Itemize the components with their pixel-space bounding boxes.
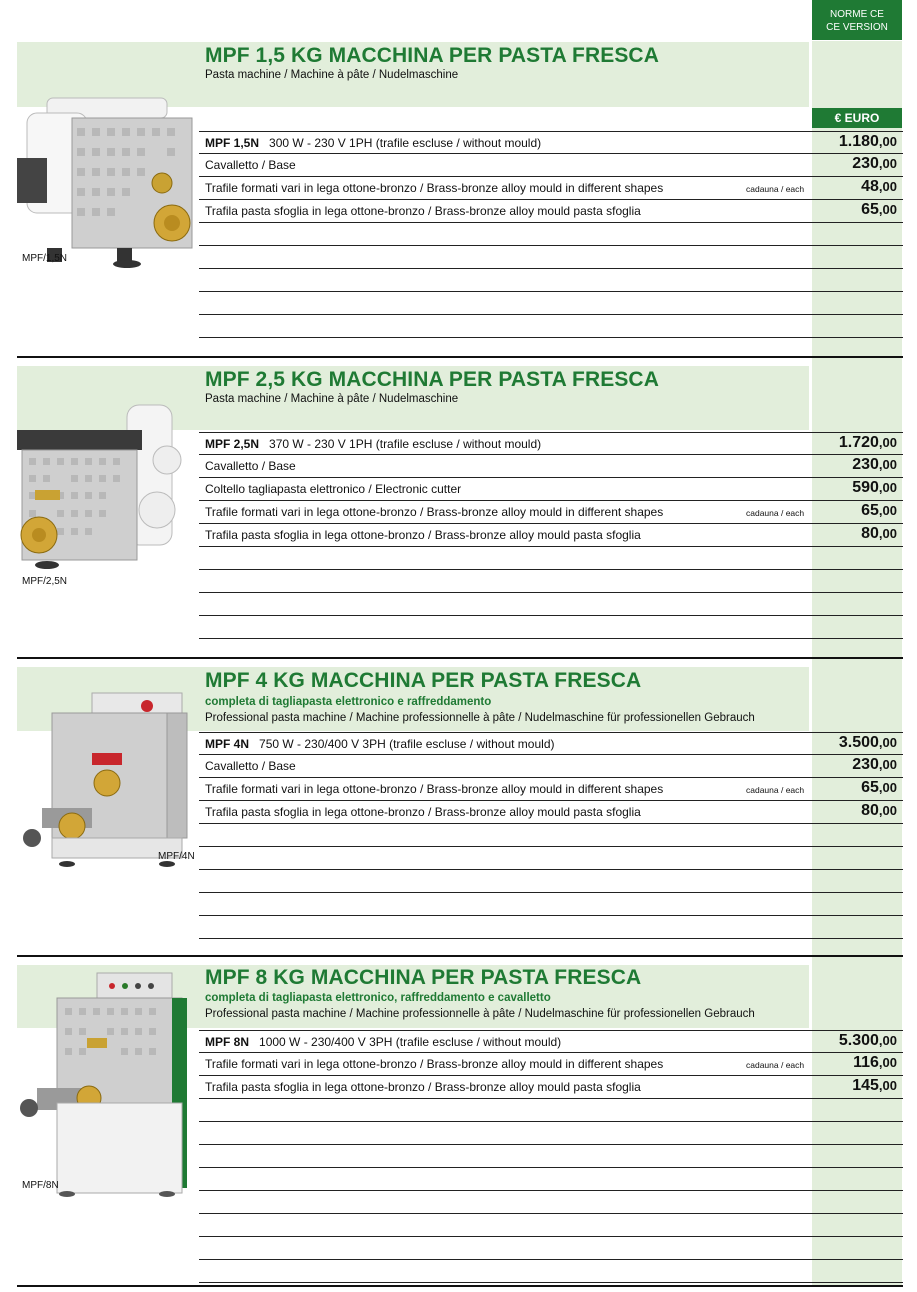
section-1-title: MPF 1,5 KG MACCHINA PER PASTA FRESCA (205, 44, 659, 67)
ce-version-header (812, 0, 902, 41)
spacer (808, 1168, 812, 1190)
each-label: cadauna / each (746, 184, 805, 194)
price-cents: ,00 (878, 780, 897, 795)
row-price (853, 1054, 897, 1072)
row-text: Cavalletto / Base (205, 759, 296, 773)
spacer (808, 269, 812, 291)
ce-version-label: CE VERSION (826, 22, 888, 33)
empty-row (199, 1122, 903, 1145)
table-row (199, 732, 903, 755)
row-text: Trafile formati vari in lega ottone-bronzo / Brass-bronze alloy mould in different shapes (205, 1057, 664, 1071)
section-1-price-rows (199, 131, 903, 338)
row-description (205, 459, 296, 473)
euro-badge: € EURO (812, 108, 902, 128)
row-price (861, 779, 897, 797)
spacer (808, 223, 812, 245)
spacer (808, 1237, 812, 1259)
table-row (199, 501, 903, 524)
empty-row (199, 1260, 903, 1283)
price-cents: ,00 (878, 202, 897, 217)
price-cents: ,00 (878, 156, 897, 171)
spacer (808, 177, 812, 199)
empty-row (199, 1099, 903, 1122)
empty-row (199, 269, 903, 292)
table-row (199, 801, 903, 824)
spacer (808, 593, 812, 615)
price-cents: ,00 (878, 457, 897, 472)
table-row (199, 131, 903, 154)
table-row (199, 755, 903, 778)
spacer (808, 916, 812, 938)
spacer (808, 616, 812, 638)
spacer (808, 847, 812, 869)
section-3-divider (17, 955, 903, 957)
empty-row (199, 246, 903, 269)
spacer (808, 132, 812, 153)
spacer (808, 547, 812, 569)
row-price (852, 756, 897, 774)
empty-row (199, 1237, 903, 1260)
row-text: Trafila pasta sfoglia in lega ottone-bronzo / Brass-bronze alloy mould pasta sfoglia (205, 528, 641, 542)
empty-row (199, 616, 903, 639)
section-2-title: MPF 2,5 KG MACCHINA PER PASTA FRESCA (205, 368, 659, 391)
row-text: Trafile formati vari in lega ottone-bronzo / Brass-bronze alloy mould in different shapes (205, 782, 664, 796)
price-cents: ,00 (878, 179, 897, 194)
mpf-8-machine-photo (17, 968, 195, 1198)
section-3-title: MPF 4 KG MACCHINA PER PASTA FRESCA (205, 669, 642, 692)
table-row (199, 154, 903, 177)
empty-row (199, 570, 903, 593)
price-main: 1.720 (838, 434, 879, 451)
table-row (199, 432, 903, 455)
empty-row (199, 1145, 903, 1168)
price-main: 230 (852, 155, 879, 172)
row-description (205, 158, 296, 172)
mpf-4-machine-photo (17, 688, 195, 874)
price-cents: ,00 (878, 735, 897, 750)
row-text: 1000 W - 230/400 V 3PH (trafile escluse / without mould) (259, 1035, 562, 1049)
spacer (808, 292, 812, 314)
row-price (861, 201, 897, 219)
price-main: 590 (852, 479, 879, 496)
price-cents: ,00 (878, 526, 897, 541)
spacer (808, 1076, 812, 1098)
price-main: 65 (861, 201, 879, 218)
row-price (852, 456, 897, 474)
spacer (808, 154, 812, 176)
spacer (808, 733, 812, 754)
price-main: 80 (861, 802, 879, 819)
table-row (199, 177, 903, 200)
empty-row (199, 870, 903, 893)
each-label: cadauna / each (746, 508, 805, 518)
section-3-subtitle-it: completa di tagliapasta elettronico e raffreddamento (205, 696, 492, 708)
row-price (839, 434, 897, 452)
section-1-divider (17, 356, 903, 358)
spacer (808, 433, 812, 454)
spacer (808, 870, 812, 892)
section-4-model-label: MPF/8N (22, 1180, 59, 1191)
price-cents: ,00 (878, 1055, 897, 1070)
spacer (808, 1122, 812, 1144)
row-text: 370 W - 230 V 1PH (trafile escluse / without mould) (269, 437, 542, 451)
row-text: Cavalletto / Base (205, 459, 296, 473)
section-2-divider (17, 657, 903, 659)
table-row (199, 778, 903, 801)
empty-row (199, 223, 903, 246)
spacer (808, 200, 812, 222)
price-cents: ,00 (878, 757, 897, 772)
spacer (808, 1145, 812, 1167)
mpf-1-5-machine-photo (17, 88, 195, 270)
spacer (808, 501, 812, 523)
spacer (808, 478, 812, 500)
row-description (205, 181, 663, 195)
empty-row (199, 292, 903, 315)
price-cents: ,00 (878, 435, 897, 450)
table-row (199, 1030, 903, 1053)
row-text: Trafila pasta sfoglia in lega ottone-bronzo / Brass-bronze alloy mould pasta sfoglia (205, 204, 641, 218)
row-description (205, 1080, 641, 1094)
row-code: MPF 8N (205, 1035, 250, 1049)
row-text: Trafila pasta sfoglia in lega ottone-bronzo / Brass-bronze alloy mould pasta sfoglia (205, 805, 641, 819)
empty-row (199, 847, 903, 870)
spacer (808, 315, 812, 337)
empty-row (199, 593, 903, 616)
price-cents: ,00 (878, 480, 897, 495)
empty-row (199, 1214, 903, 1237)
spacer (808, 570, 812, 592)
row-description (205, 528, 641, 542)
price-main: 145 (852, 1077, 879, 1094)
spacer (808, 893, 812, 915)
section-3-subtitle: Professional pasta machine / Machine professionnelle à pâte / Nudelmaschine für professionellen Gebrauch (205, 712, 755, 724)
row-text: Trafile formati vari in lega ottone-bronzo / Brass-bronze alloy mould in different shapes (205, 505, 664, 519)
row-description (205, 759, 296, 773)
spacer (808, 824, 812, 846)
section-2-model-label: MPF/2,5N (22, 576, 68, 587)
section-1-model-label: MPF/1,5N (22, 253, 68, 264)
empty-row (199, 824, 903, 847)
section-4-subtitle: Professional pasta machine / Machine professionnelle à pâte / Nudelmaschine für professionellen Gebrauch (205, 1008, 755, 1020)
spacer (808, 1214, 812, 1236)
row-price (839, 734, 897, 752)
section-4-subtitle-it: completa di tagliapasta elettronico, raffreddamento e cavalletto (205, 992, 551, 1004)
table-row (199, 524, 903, 547)
empty-row (199, 547, 903, 570)
price-main: 230 (852, 756, 879, 773)
price-main: 48 (861, 178, 879, 195)
row-text: Coltello tagliapasta elettronico / Electronic cutter (205, 482, 462, 496)
empty-row (199, 1168, 903, 1191)
price-cents: ,00 (878, 503, 897, 518)
spacer (808, 801, 812, 823)
table-row (199, 1076, 903, 1099)
section-4-title: MPF 8 KG MACCHINA PER PASTA FRESCA (205, 966, 642, 989)
spacer (808, 1191, 812, 1213)
row-text: Trafile formati vari in lega ottone-bronzo / Brass-bronze alloy mould in different shapes (205, 181, 664, 195)
row-description (205, 805, 641, 819)
row-price (861, 525, 897, 543)
row-code: MPF 1,5N (205, 136, 260, 150)
row-description (205, 136, 541, 150)
norme-ce-label: NORME CE (830, 9, 884, 20)
spacer (808, 1053, 812, 1075)
empty-row (199, 1191, 903, 1214)
row-price (861, 802, 897, 820)
section-1-subtitle: Pasta machine / Machine à pâte / Nudelmaschine (205, 69, 459, 81)
price-main: 230 (852, 456, 879, 473)
row-description (205, 782, 663, 796)
spacer (808, 755, 812, 777)
row-text: Cavalletto / Base (205, 158, 296, 172)
row-price (839, 133, 897, 151)
table-row (199, 455, 903, 478)
each-label: cadauna / each (746, 785, 805, 795)
row-description (205, 505, 663, 519)
price-main: 3.500 (838, 734, 879, 751)
row-text: Trafila pasta sfoglia in lega ottone-bronzo / Brass-bronze alloy mould pasta sfoglia (205, 1080, 641, 1094)
price-cents: ,00 (878, 1033, 897, 1048)
spacer (808, 524, 812, 546)
price-main: 1.180 (838, 133, 879, 150)
row-description (205, 437, 541, 451)
row-price (861, 178, 897, 196)
row-text: 300 W - 230 V 1PH (trafile escluse / without mould) (269, 136, 542, 150)
price-cents: ,00 (878, 803, 897, 818)
table-row (199, 200, 903, 223)
section-4-price-rows (199, 1030, 903, 1283)
row-description (205, 482, 461, 496)
row-price (861, 502, 897, 520)
row-code: MPF 2,5N (205, 437, 260, 451)
price-main: 5.300 (838, 1032, 879, 1049)
each-label: cadauna / each (746, 1060, 805, 1070)
price-cents: ,00 (878, 134, 897, 149)
row-price (852, 479, 897, 497)
section-2-price-rows (199, 432, 903, 639)
price-main: 65 (861, 502, 879, 519)
mpf-2-5-machine-photo (17, 400, 195, 572)
table-row (199, 478, 903, 501)
row-description (205, 204, 641, 218)
spacer (808, 455, 812, 477)
spacer (808, 1031, 812, 1052)
row-price (852, 155, 897, 173)
section-3-price-rows (199, 732, 903, 939)
price-main: 116 (853, 1054, 879, 1071)
row-description (205, 737, 555, 751)
spacer (17, 40, 903, 41)
spacer (808, 1260, 812, 1282)
empty-row (199, 916, 903, 939)
row-price (839, 1032, 897, 1050)
row-description (205, 1057, 663, 1071)
empty-row (199, 893, 903, 916)
spacer (808, 1099, 812, 1121)
price-cents: ,00 (878, 1078, 897, 1093)
table-row (199, 1053, 903, 1076)
row-code: MPF 4N (205, 737, 250, 751)
price-main: 80 (861, 525, 879, 542)
spacer (808, 778, 812, 800)
section-4-divider (17, 1285, 903, 1287)
empty-row (199, 315, 903, 338)
row-text: 750 W - 230/400 V 3PH (trafile escluse / without mould) (259, 737, 555, 751)
section-3-model-label: MPF/4N (158, 851, 195, 862)
price-main: 65 (861, 779, 879, 796)
row-description (205, 1035, 561, 1049)
spacer (808, 246, 812, 268)
row-price (852, 1077, 897, 1095)
section-2-subtitle: Pasta machine / Machine à pâte / Nudelmaschine (205, 393, 459, 405)
